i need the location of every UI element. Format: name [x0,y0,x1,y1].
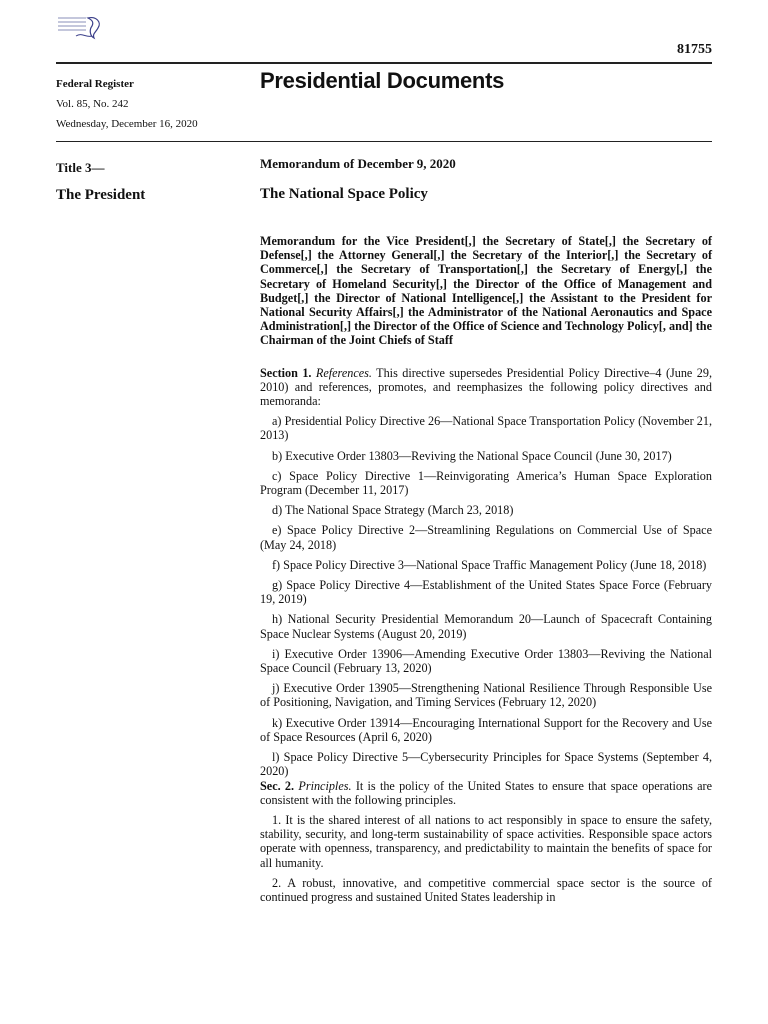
reference-item: g) Space Policy Directive 4—Establishment of the United States Space Force (February 19, 2019) [260,578,712,607]
reference-item: c) Space Policy Directive 1—Reinvigorating America’s Human Space Exploration Program (December 11, 2017) [260,468,712,498]
principle-item: 2. A robust, innovative, and competitive commercial space sector is the source of continued progress and sustained United States leadership in [260,875,712,904]
reference-item: a) Presidential Policy Directive 26—National Space Transportation Policy (November 21, 2013) [260,414,712,443]
title-number: Title 3— [56,160,105,175]
gpo-seal-logo [56,14,104,44]
section-2-intro-text: It is the policy of the United States to ensure that space operations are consistent with the following principles. [260,778,713,807]
reference-item: i) Executive Order 13906—Amending Executive Order 13803—Reviving the National Space Council (February 13, 2020) [260,646,712,676]
section-1-intro-text: This directive supersedes Presidential Policy Directive–4 (June 29, 2010) and references, promotes, and reemphasizes the following policy directives and memoranda: [260,365,712,409]
publication-date: Wednesday, December 16, 2020 [56,118,198,130]
volume-number: Vol. 85, No. 242 [56,98,129,110]
memo-title: The National Space Policy [260,186,428,202]
section-2-heading: Sec. 2. [260,778,295,793]
reference-item: k) Executive Order 13914—Encouraging International Support for the Recovery and Use of Space Resources (April 6, 2020) [260,715,712,744]
section-1-heading: Section 1. [260,365,312,380]
section-1-caption: References. [315,365,372,380]
section-2-caption: Principles. [298,778,352,793]
middle-rule [56,141,712,142]
reference-item: h) National Security Presidential Memorandum 20—Launch of Spacecraft Containing Space Nuclear Systems (August 20, 2019) [260,612,712,641]
memo-date-line: Memorandum of December 9, 2020 [260,156,456,171]
top-rule [56,62,712,64]
section-2-intro [260,779,712,807]
reference-item: j) Executive Order 13905—Strengthening National Resilience Through Responsible Use of Positioning, Navigation, and Timing Services (February 12, 2020) [260,681,712,710]
reference-item: e) Space Policy Directive 2—Streamlining Regulations on Commercial Use of Space (May 24, 2018) [260,523,712,552]
principle-item: 1. It is the shared interest of all nations to act responsibly in space to ensure the safety, stability, security, and long-term sustainability of space activities. Responsible space actors operate with openness, transparency, and predictability to maintain the benefits of space for all humanity. [260,812,712,870]
section-title: Presidential Documents [260,68,505,93]
reference-item: d) The National Space Strategy (March 23, 2018) [272,503,514,518]
memo-addressees: Memorandum for the Vice President[,] the Secretary of State[,] the Secretary of Defense[,] the Attorney General[,] the Secretary of the Interior[,] the Secretary of Commerce[,] the Secretary of Transportation[,] the Secretary of Energy[,] the Secretary of Homeland Security[,] the Director of the Office of Management and Budget[,] the Director of National Intelligence[,] the Assistant to the President for National Security Affairs[,] the Administrator of the National Aeronautics and Space Administration[,] the Director of the Office of Science and Technology Policy[, and] the Chairman of the Joint Chiefs of Staff [260,234,712,348]
document-body [260,234,712,910]
reference-item: f) Space Policy Directive 3—National Space Traffic Management Policy (June 18, 2018) [272,557,707,572]
publication-name: Federal Register [56,78,134,90]
section-1-intro [260,366,712,409]
publication-info [56,74,198,134]
reference-item: l) Space Policy Directive 5—Cybersecurity Principles for Space Systems (September 4, 2020) [260,750,712,779]
title-name: The President [56,187,146,203]
page-number: 81755 [677,42,712,57]
reference-item: b) Executive Order 13803—Reviving the National Space Council (June 30, 2017) [272,448,672,463]
